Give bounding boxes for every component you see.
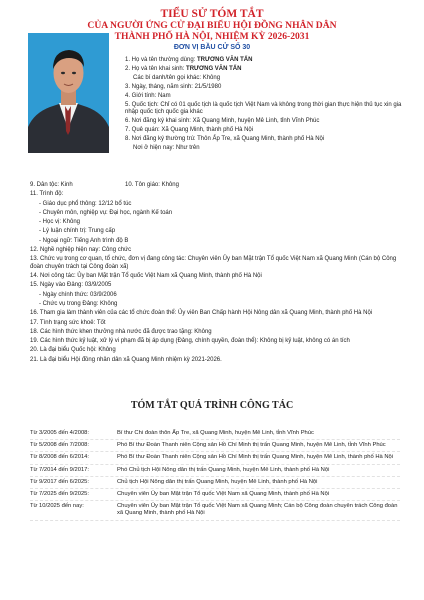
- field-current-address: Nơi ở hiện nay: Như trên: [133, 145, 200, 152]
- field-birth-registration: 6. Nơi đăng ký khai sinh: Xã Quang Minh, huyện Mê Linh, tỉnh Vĩnh Phúc: [125, 118, 320, 125]
- detail-item: - Lý luận chính trị: Trung cấp: [39, 228, 116, 235]
- field-religion: 10. Tôn giáo: Không: [125, 182, 179, 188]
- document-title: TIỂU SỬ TÓM TẮT: [160, 8, 264, 20]
- personal-info: [125, 56, 415, 153]
- document-subtitle-1: CỦA NGƯỜI ỨNG CỬ ĐẠI BIỂU HỘI ĐỒNG NHÂN DÂN: [87, 20, 337, 31]
- field-gender: 4. Giới tính: Nam: [125, 93, 171, 99]
- career-row: [30, 452, 400, 464]
- details-list: [30, 181, 400, 365]
- field-hometown: 7. Quê quán: Xã Quang Minh, thành phố Hà Nội: [125, 127, 254, 134]
- career-row: [30, 428, 400, 440]
- career-description: Chủ tịch Hội Nông dân thị trấn Quang Minh, huyện Mê Linh, thành phố Hà Nội: [117, 478, 318, 485]
- detail-item: 17. Tình trạng sức khoẻ: Tốt: [30, 319, 106, 326]
- detail-item: - Chuyên môn, nghiệp vụ: Đại học, ngành Kế toán: [39, 209, 173, 216]
- detail-item: 21. Là đại biểu Hội đồng nhân dân xã Quang Minh nhiệm kỳ 2021-2026.: [30, 356, 222, 363]
- field-ethnicity: 9. Dân tộc: Kinh: [30, 182, 73, 188]
- document-subtitle-2: THÀNH PHỐ HÀ NỘI, NHIỆM KỲ 2026-2031: [114, 31, 310, 42]
- career-period: Từ 8/2008 đến 6/2014:: [30, 454, 89, 461]
- detail-item: 19. Các hình thức kỷ luật, xử lý vi phạm đã bị áp dụng (Đảng, chính quyền, đoàn thể): Không bị kỷ luật, không có án tích: [30, 337, 350, 344]
- detail-item: - Ngoại ngữ: Tiếng Anh trình độ B: [39, 237, 129, 244]
- electoral-unit: ĐƠN VỊ BẦU CỬ SỐ 30: [173, 44, 251, 51]
- detail-item: 16. Tham gia làm thành viên của các tổ chức đoàn thể: Ủy viên Ban Chấp hành Hội Nông dân xã Quang Minh, thành phố Hà Nội: [30, 310, 373, 317]
- field-aliases: Các bí danh/tên gọi khác: Không: [133, 75, 221, 81]
- career-description: Chuyên viên Ủy ban Mặt trận Tổ quốc Việt Nam xã Quang Minh; Cán bộ Công đoàn chuyên trách Công đoàn xã Quang Minh, thành phố Hà Nội: [117, 503, 398, 517]
- detail-item: 20. Là đại biểu Quốc hội: Không: [30, 347, 116, 354]
- career-list: [30, 428, 400, 521]
- field-birth-date: 3. Ngày, tháng, năm sinh: 21/5/1980: [125, 84, 222, 90]
- career-period: Từ 7/2014 đến 9/2017:: [30, 466, 89, 473]
- field-residence: 8. Nơi đăng ký thường trú: Thôn Ấp Tre, xã Quang Minh, thành phố Hà Nội: [125, 136, 325, 143]
- detail-item: 13. Chức vụ trong cơ quan, tổ chức, đơn vị đang công tác: Chuyên viên Ủy ban Mặt trận Tổ quốc Việt Nam xã Quang Minh (Cán bộ Công đoàn chuyên trách tại Công đoàn xã): [30, 256, 397, 270]
- career-row: [30, 489, 400, 501]
- detail-item: 18. Các hình thức khen thưởng nhà nước đã được trao tặng: Không: [30, 328, 212, 335]
- portrait-image: [28, 33, 109, 153]
- ethnicity-religion-row: [30, 181, 400, 190]
- career-description: Phó Bí thư Đoàn Thanh niên Cộng sản Hồ Chí Minh thị trấn Quang Minh, huyện Mê Linh, tỉnh Vĩnh Phúc: [117, 442, 386, 449]
- detail-item: - Ngày chính thức: 03/9/2006: [39, 291, 117, 298]
- career-row: [30, 465, 400, 477]
- detail-item: 12. Nghề nghiệp hiện nay: Công chức: [30, 247, 132, 254]
- details-items: [30, 190, 400, 365]
- detail-item: 14. Nơi công tác: Ủy ban Mặt trận Tổ quốc Việt Nam xã Quang Minh, thành phố Hà Nội: [30, 273, 262, 280]
- detail-item: - Giáo dục phổ thông: 12/12 bổ túc: [39, 200, 132, 207]
- career-period: Từ 9/2017 đến 6/2025:: [30, 478, 89, 485]
- detail-item: - Học vị: Không: [39, 219, 81, 226]
- field-common-name: 1. Họ và tên thường dùng: TRƯƠNG VĂN TẤN: [125, 57, 253, 63]
- detail-item: 11. Trình độ:: [30, 191, 64, 198]
- career-title: TÓM TẮT QUÁ TRÌNH CÔNG TÁC: [130, 400, 294, 411]
- career-description: Phó Chủ tịch Hội Nông dân thị trấn Quang Minh, huyện Mê Linh, thành phố Hà Nội: [117, 466, 330, 473]
- career-period: Từ 3/2005 đến 4/2008:: [30, 430, 89, 436]
- field-birth-name: 2. Họ và tên khai sinh: TRƯƠNG VĂN TẤN: [125, 66, 242, 72]
- career-period: Từ 5/2008 đến 7/2008:: [30, 442, 89, 449]
- detail-item: 15. Ngày vào Đảng: 03/9/2005: [30, 282, 112, 289]
- detail-item: - Chức vụ trong Đảng: Không: [39, 301, 118, 308]
- candidate-photo: [28, 33, 109, 153]
- career-row: [30, 477, 400, 489]
- field-nationality: 5. Quốc tịch: Chỉ có 01 quốc tịch là quốc tịch Việt Nam và không trong thời gian thực hiện thủ tục xin gia nhập quốc tịch quốc gia khác: [125, 102, 402, 116]
- career-row: [30, 440, 400, 452]
- career-period: Từ 7/2025 đến 9/2025:: [30, 491, 89, 498]
- career-description: Phó Bí thư Đoàn Thanh niên Cộng sản Hồ Chí Minh thị trấn Quang Minh, huyện Mê Linh, thành phố Hà Nội: [117, 454, 394, 461]
- career-row: [30, 501, 400, 520]
- career-period: Từ 10/2025 đến nay:: [30, 503, 84, 510]
- career-description: Chuyên viên Ủy ban Mặt trận Tổ quốc Việt Nam xã Quang Minh, thành phố Hà Nội: [117, 491, 330, 498]
- career-description: Bí thư Chi đoàn thôn Ấp Tre, xã Quang Minh, huyện Mê Linh, tỉnh Vĩnh Phúc: [117, 430, 314, 436]
